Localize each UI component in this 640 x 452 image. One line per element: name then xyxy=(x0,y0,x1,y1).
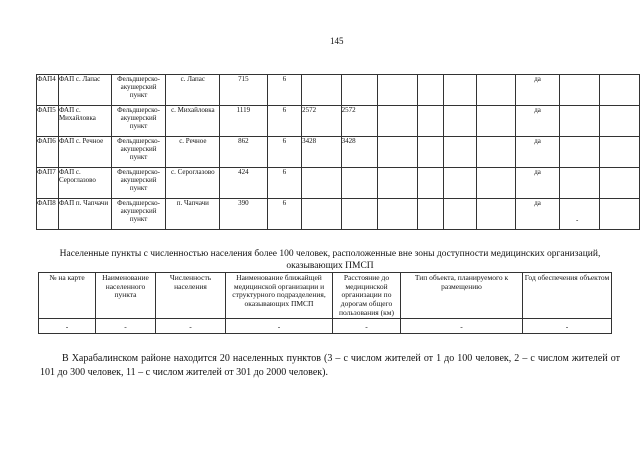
col-header-distance: Расстояние до медицинской организации по дорогам общего пользования (км) xyxy=(333,273,401,319)
fap-location: с. Речное xyxy=(166,137,220,168)
fap-type: Фельдшерско-акушерский пункт xyxy=(111,75,166,106)
fap-name: ФАП с. Лапас xyxy=(58,75,111,106)
empty-cell xyxy=(444,75,476,106)
fap-type: Фельдшерско-акушерский пункт xyxy=(111,106,166,137)
empty-cell xyxy=(560,168,599,199)
empty-cell xyxy=(444,106,476,137)
table-row xyxy=(37,199,640,230)
fap-count: 6 xyxy=(267,106,301,137)
section-title: Населенные пункты с численностью населения более 100 человек, расположенные вне зоны доступности медицинских организаций, оказывающих ПМСП xyxy=(59,249,601,271)
fap-type: Фельдшерско-акушерский пункт xyxy=(111,168,166,199)
empty-cell xyxy=(476,75,515,106)
table-cell: - xyxy=(401,319,523,334)
empty-cell xyxy=(378,75,417,106)
table-row xyxy=(37,137,640,168)
fap-distance: 3428 xyxy=(341,137,378,168)
page-number: 145 xyxy=(330,36,344,46)
empty-cell xyxy=(476,168,515,199)
empty-cell xyxy=(417,137,444,168)
fap-type: Фельдшерско-акушерский пункт xyxy=(111,137,166,168)
fap-count: 6 xyxy=(267,199,301,230)
table-row xyxy=(37,75,640,106)
fap-location: с. Лапас xyxy=(166,75,220,106)
empty-cell xyxy=(417,75,444,106)
empty-cell xyxy=(599,106,639,137)
empty-cell xyxy=(378,106,417,137)
empty-cell xyxy=(417,168,444,199)
empty-cell xyxy=(560,199,599,230)
col-header-object-type: Тип объекта, планируемого к размещению xyxy=(401,273,523,319)
fap-count: 6 xyxy=(267,168,301,199)
fap-distance xyxy=(341,168,378,199)
empty-cell xyxy=(378,137,417,168)
table-cell: - xyxy=(226,319,333,334)
fap-name: ФАП с. Михайловка xyxy=(58,106,111,137)
fap-population: 390 xyxy=(220,199,267,230)
table-cell: - xyxy=(39,319,96,334)
col-header-map-number: № на карте xyxy=(39,273,96,319)
fap-distance xyxy=(302,199,342,230)
fap-status: да xyxy=(515,106,559,137)
empty-cell xyxy=(476,106,515,137)
fap-name: ФАП п. Чапчачи xyxy=(58,199,111,230)
summary-paragraph: В Харабалинском районе находится 20 населенных пунктов (3 – с числом жителей от 1 до 100 человек, 2 – с числом жителей от 101 до 300 человек, 11 – с числом жителей от 301 до 2000 человек). xyxy=(40,353,620,378)
table-cell: - xyxy=(523,319,612,334)
fap-population: 424 xyxy=(220,168,267,199)
fap-distance xyxy=(302,168,342,199)
fap-count: 6 xyxy=(267,75,301,106)
empty-cell xyxy=(560,137,599,168)
fap-table xyxy=(36,74,640,230)
fap-type: Фельдшерско-акушерский пункт xyxy=(111,199,166,230)
empty-cell xyxy=(444,199,476,230)
fap-name: ФАП с. Сероглазово xyxy=(58,168,111,199)
col-header-population: Численность населения xyxy=(156,273,226,319)
pencil-mark: - xyxy=(576,216,579,224)
fap-distance: 2572 xyxy=(341,106,378,137)
fap-distance xyxy=(341,75,378,106)
empty-cell xyxy=(599,137,639,168)
table-cell: - xyxy=(333,319,401,334)
fap-distance xyxy=(341,199,378,230)
empty-cell xyxy=(476,137,515,168)
table-cell: - xyxy=(156,319,226,334)
fap-code: ФАП6 xyxy=(37,137,59,168)
empty-cell xyxy=(378,199,417,230)
pmsp-table xyxy=(38,272,612,334)
fap-status: да xyxy=(515,168,559,199)
table-row xyxy=(37,168,640,199)
fap-population: 715 xyxy=(220,75,267,106)
col-header-nearest-org: Наименование ближайщей медицинской организации и структурного подразделения, оказывающих ПМСП xyxy=(226,273,333,319)
fap-distance: 2572 xyxy=(302,106,342,137)
fap-name: ФАП с. Речное xyxy=(58,137,111,168)
table-row xyxy=(37,106,640,137)
fap-status: да xyxy=(515,137,559,168)
fap-location: п. Чапчачи xyxy=(166,199,220,230)
col-header-settlement: Наименование населенного пункта xyxy=(96,273,156,319)
fap-population: 862 xyxy=(220,137,267,168)
empty-cell xyxy=(417,106,444,137)
fap-code: ФАП8 xyxy=(37,199,59,230)
fap-count: 6 xyxy=(267,137,301,168)
fap-status: да xyxy=(515,75,559,106)
empty-cell xyxy=(599,199,639,230)
empty-cell xyxy=(599,75,639,106)
table-row xyxy=(39,319,612,334)
empty-cell xyxy=(560,106,599,137)
fap-distance: 3428 xyxy=(302,137,342,168)
fap-code: ФАП4 xyxy=(37,75,59,106)
fap-distance xyxy=(302,75,342,106)
col-header-year: Год обеспечения объектом xyxy=(523,273,612,319)
table-cell: - xyxy=(96,319,156,334)
empty-cell xyxy=(599,168,639,199)
empty-cell xyxy=(560,75,599,106)
fap-code: ФАП5 xyxy=(37,106,59,137)
table-header-row xyxy=(39,273,612,319)
fap-code: ФАП7 xyxy=(37,168,59,199)
empty-cell xyxy=(378,168,417,199)
empty-cell xyxy=(476,199,515,230)
empty-cell xyxy=(444,137,476,168)
empty-cell xyxy=(417,199,444,230)
fap-population: 1119 xyxy=(220,106,267,137)
fap-location: с. Михайловка xyxy=(166,106,220,137)
fap-status: да xyxy=(515,199,559,230)
fap-location: с. Сероглазово xyxy=(166,168,220,199)
empty-cell xyxy=(444,168,476,199)
